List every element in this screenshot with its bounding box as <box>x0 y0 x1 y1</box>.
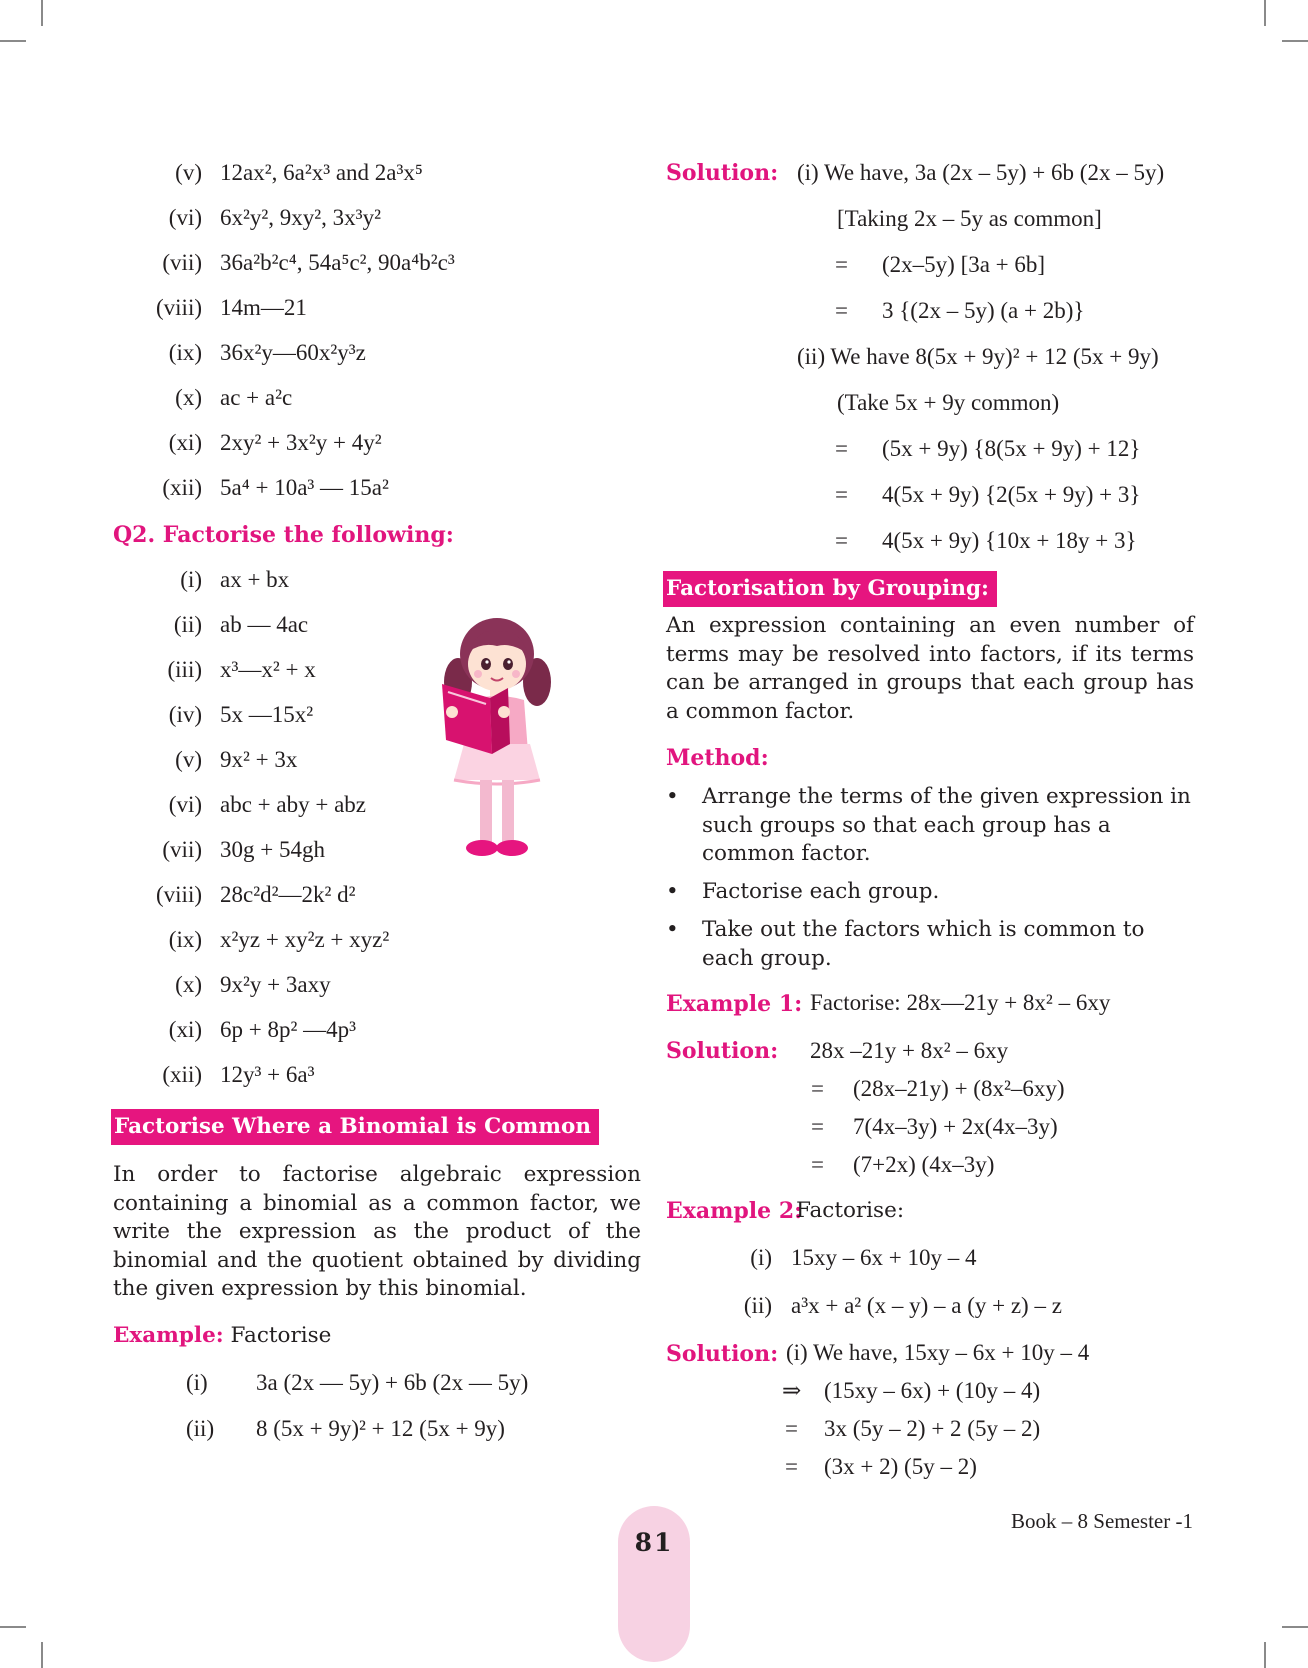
list-item: 36x²y—60x²y³z <box>220 340 366 365</box>
crop-mark <box>0 1626 26 1628</box>
list-item: 6x²y², 9xy², 3x³y² <box>220 205 381 230</box>
solution-line: (7+2x) (4x–3y) <box>853 1152 995 1177</box>
list-item: 2xy² + 3x²y + 4y² <box>220 430 382 455</box>
solution-line: [Taking 2x – 5y as common] <box>837 206 1102 231</box>
list-item-number: (ix) <box>168 927 202 952</box>
list-item-number: (iii) <box>167 657 202 682</box>
list-item: 9x² + 3x <box>220 747 298 772</box>
solution-line: (i) We have, 3a (2x – 5y) + 6b (2x – 5y) <box>797 160 1165 185</box>
solution-line: 4(5x + 9y) {10x + 18y + 3} <box>882 528 1137 553</box>
bullet-icon: • <box>666 879 679 904</box>
example-text: Factorise: <box>796 1198 905 1223</box>
list-item-number: (v) <box>175 747 202 772</box>
page-number: 81 <box>634 1528 674 1557</box>
question-heading: Q2. Factorise the following: <box>113 522 454 548</box>
bullet-text: Factorise each group. <box>702 879 940 904</box>
example-text: Factorise <box>230 1323 332 1348</box>
solution-line: (2x–5y) [3a + 6b] <box>882 252 1046 277</box>
crop-mark <box>41 0 43 26</box>
solution-line: (5x + 9y) {8(5x + 9y) + 12} <box>882 436 1141 461</box>
list-item-number: (xi) <box>168 430 202 455</box>
list-item-number: (vi) <box>168 792 202 817</box>
list-item-number: (viii) <box>156 882 202 907</box>
body-paragraph: In order to factorise algebraic expression containing a binomial as a common factor, we write the expression as the product of the binomial and the quotient obtained by dividing the given expression by this binomial. <box>113 1162 641 1301</box>
solution-line: (28x–21y) + (8x²–6xy) <box>853 1076 1065 1101</box>
example-label: Example: <box>113 1323 224 1348</box>
crop-mark <box>41 1642 43 1668</box>
section-banner: Factorisation by Grouping: <box>663 571 997 607</box>
section-banner: Factorise Where a Binomial is Common <box>111 1109 599 1145</box>
list-item <box>666 916 1194 976</box>
list-item: 3a (2x — 5y) + 6b (2x — 5y) <box>256 1370 529 1395</box>
list-item-number: (viii) <box>156 295 202 320</box>
page-number-tab <box>618 1506 690 1662</box>
bullet-icon: • <box>666 784 679 809</box>
example-line <box>113 1323 331 1348</box>
bullet-icon: • <box>666 917 679 942</box>
list-item-number: (xi) <box>168 1017 202 1042</box>
list-item: abc + aby + abz <box>220 792 366 817</box>
equals-sign: = <box>835 436 848 461</box>
list-item: ac + a²c <box>220 385 293 410</box>
list-item: x³—x² + x <box>220 657 316 682</box>
crop-mark <box>0 40 26 42</box>
list-item-number: (i) <box>750 1245 772 1270</box>
crop-mark <box>1264 1642 1266 1668</box>
list-item-number: (i) <box>186 1370 208 1395</box>
equals-sign: = <box>811 1114 824 1139</box>
solution-label: Solution: <box>666 160 779 186</box>
method-label: Method: <box>666 745 769 771</box>
list-item: 5a⁴ + 10a³ — 15a² <box>220 475 389 500</box>
solution-line: (ii) We have 8(5x + 9y)² + 12 (5x + 9y) <box>797 344 1159 369</box>
crop-mark <box>1282 40 1308 42</box>
list-item: 6p + 8p² —4p³ <box>220 1017 357 1042</box>
solution-line: (Take 5x + 9y common) <box>837 390 1060 415</box>
list-item-number: (ix) <box>168 340 202 365</box>
bullet-text: Take out the factors which is common to each group. <box>702 917 1145 971</box>
solution-label: Solution: <box>666 1038 779 1064</box>
solution-line: 4(5x + 9y) {2(5x + 9y) + 3} <box>882 482 1141 507</box>
list-item: 15xy – 6x + 10y – 4 <box>791 1245 977 1270</box>
list-item: 30g + 54gh <box>220 837 325 862</box>
solution-line: (i) We have, 15xy – 6x + 10y – 4 <box>786 1340 1090 1365</box>
equals-sign: = <box>835 298 848 323</box>
list-item <box>666 878 1194 908</box>
example-label: Example 1: <box>666 991 803 1017</box>
list-item-number: (i) <box>180 567 202 592</box>
equals-sign: = <box>835 252 848 277</box>
solution-line: 3 {(2x – 5y) (a + 2b)} <box>882 298 1085 323</box>
list-item: 5x —15x² <box>220 702 314 727</box>
list-item-number: (vii) <box>162 250 202 275</box>
equals-sign: = <box>835 482 848 507</box>
list-item: 28c²d²—2k² d² <box>220 882 356 907</box>
body-paragraph: An expression containing an even number of terms may be resolved into factors, if its terms can be arranged in groups that each group has a common factor. <box>666 613 1194 724</box>
bullet-text: Arrange the terms of the given expression in such groups so that each group has a common factor. <box>702 784 1191 866</box>
list-item-number: (x) <box>175 972 202 997</box>
equals-sign: = <box>811 1076 824 1101</box>
book-info: Book – 8 Semester -1 <box>1011 1509 1193 1533</box>
list-item: a³x + a² (x – y) – a (y + z) – z <box>791 1293 1062 1318</box>
list-item-number: (v) <box>175 160 202 185</box>
list-item-number: (xii) <box>162 1062 202 1087</box>
list-item: 12y³ + 6a³ <box>220 1062 315 1087</box>
girl-reading-illustration <box>440 612 555 867</box>
list-item-number: (ii) <box>186 1416 215 1441</box>
equals-sign: = <box>785 1454 798 1479</box>
implies-icon: ⇒ <box>782 1378 802 1403</box>
list-item <box>666 783 1194 873</box>
list-item: 36a²b²c⁴, 54a⁵c², 90a⁴b²c³ <box>220 250 455 275</box>
equals-sign: = <box>835 528 848 553</box>
example-text: Factorise: 28x—21y + 8x² – 6xy <box>810 990 1111 1015</box>
solution-line: 28x –21y + 8x² – 6xy <box>810 1038 1009 1063</box>
list-item-number: (iv) <box>168 702 202 727</box>
equals-sign: = <box>785 1416 798 1441</box>
list-item-number: (xii) <box>162 475 202 500</box>
solution-line: (3x + 2) (5y – 2) <box>824 1454 977 1479</box>
solution-line: (15xy – 6x) + (10y – 4) <box>824 1378 1041 1403</box>
crop-mark <box>1282 1626 1308 1628</box>
list-item: 12ax², 6a²x³ and 2a³x⁵ <box>220 160 423 185</box>
list-item-number: (x) <box>175 385 202 410</box>
solution-line: 7(4x–3y) + 2x(4x–3y) <box>853 1114 1058 1139</box>
list-item: 8 (5x + 9y)² + 12 (5x + 9y) <box>256 1416 505 1441</box>
solution-label: Solution: <box>666 1341 779 1367</box>
list-item-number: (ii) <box>173 612 202 637</box>
list-item: 9x²y + 3axy <box>220 972 331 997</box>
list-item-number: (vi) <box>168 205 202 230</box>
example-label: Example 2: <box>666 1198 803 1224</box>
list-item: 14m—21 <box>220 295 307 320</box>
crop-mark <box>1264 0 1266 26</box>
equals-sign: = <box>811 1152 824 1177</box>
list-item-number: (vii) <box>162 837 202 862</box>
list-item-number: (ii) <box>743 1293 772 1318</box>
list-item: ab — 4ac <box>220 612 309 637</box>
list-item: ax + bx <box>220 567 290 592</box>
solution-line: 3x (5y – 2) + 2 (5y – 2) <box>824 1416 1041 1441</box>
list-item: x²yz + xy²z + xyz² <box>220 927 390 952</box>
